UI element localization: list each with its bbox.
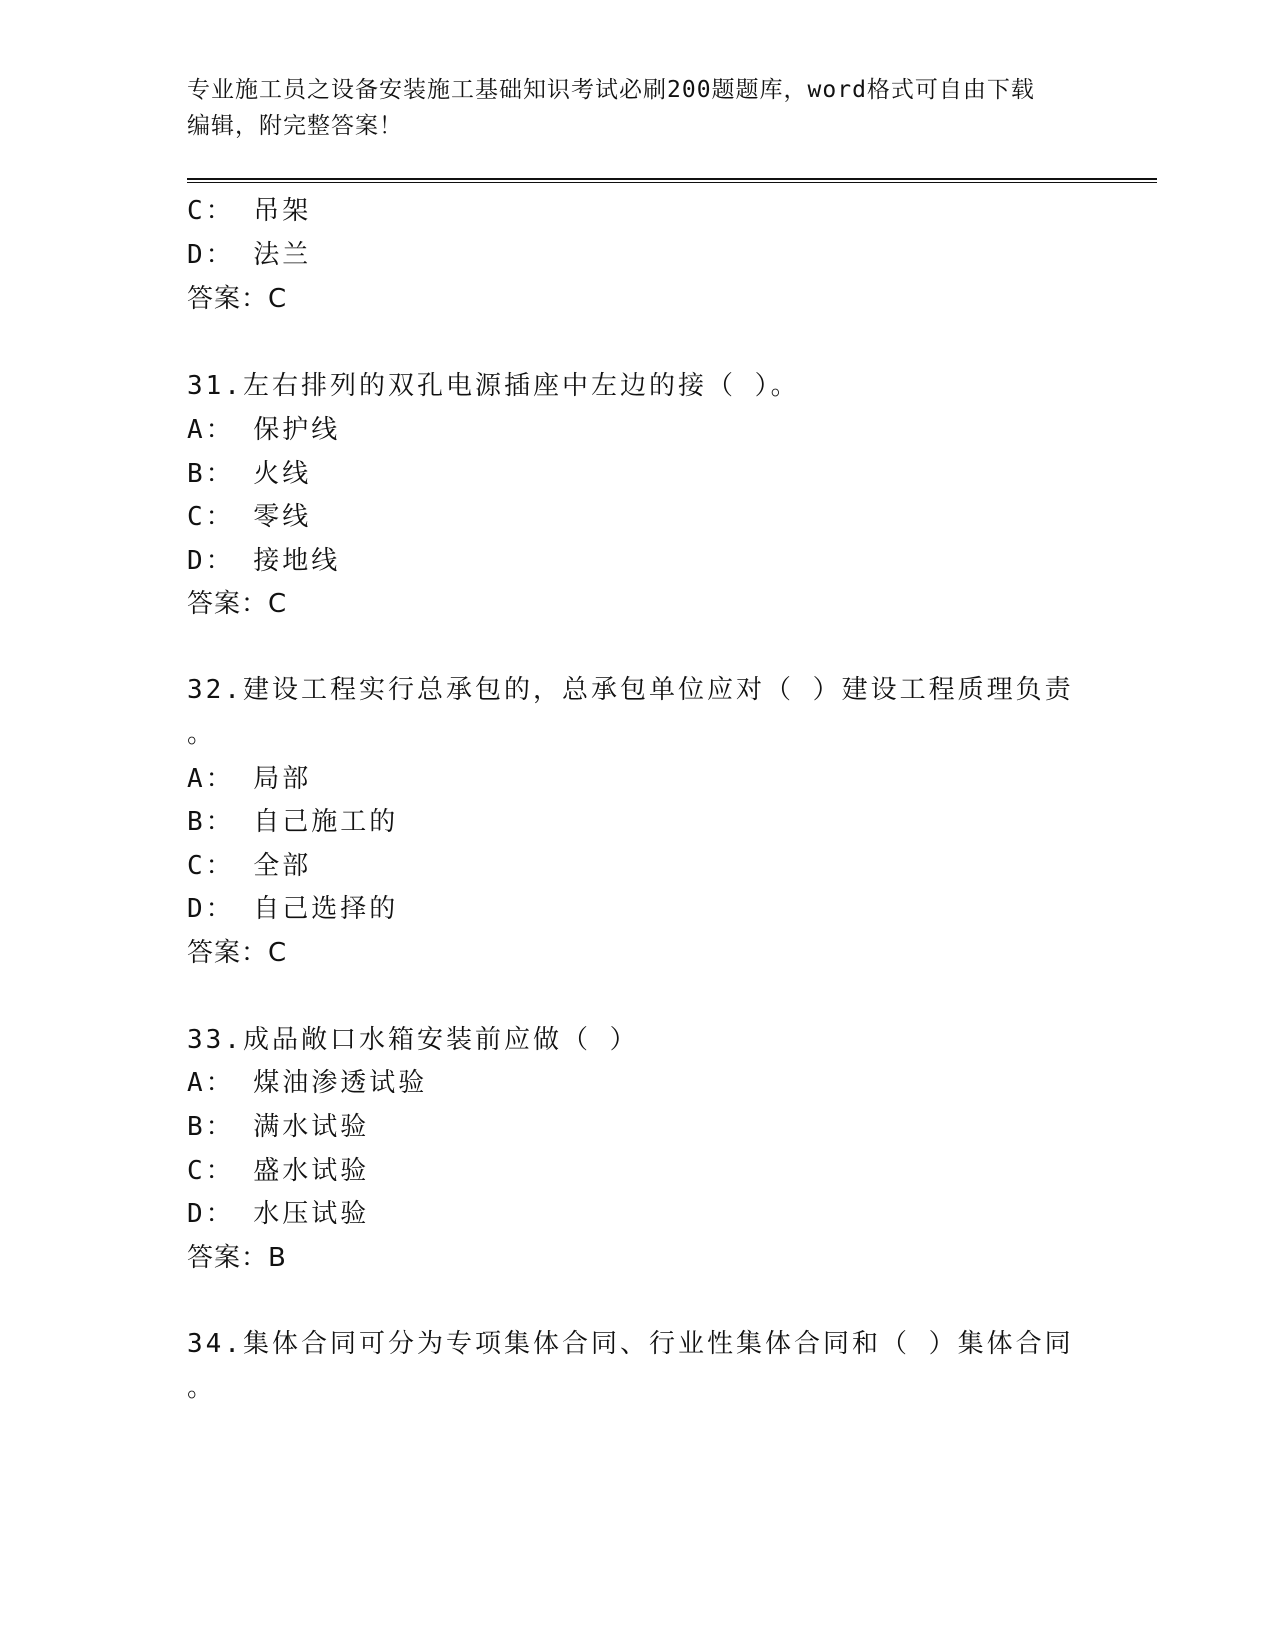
question-32-continuation: 。 <box>187 719 217 749</box>
question-32: 32.建设工程实行总承包的，总承包单位应对（ ）建设工程质理负责 <box>187 675 1074 705</box>
answer-q32: 答案：C <box>187 938 288 968</box>
option-d-q30: D： 法兰 <box>187 240 312 270</box>
option-c-q30: C： 吊架 <box>187 196 312 226</box>
question-33: 33.成品敞口水箱安装前应做（ ） <box>187 1025 639 1055</box>
option-a-q33: A： 煤油渗透试验 <box>187 1068 428 1098</box>
answer-q30: 答案：C <box>187 284 288 314</box>
option-d-q32: D： 自己选择的 <box>187 894 399 924</box>
option-b-q31: B： 火线 <box>187 459 312 489</box>
question-34: 34.集体合同可分为专项集体合同、行业性集体合同和（ ）集体合同 <box>187 1329 1074 1359</box>
option-a-q32: A： 局部 <box>187 764 312 794</box>
question-31: 31.左右排列的双孔电源插座中左边的接（ ）。 <box>187 371 800 401</box>
header-divider <box>187 178 1157 183</box>
option-c-q33: C： 盛水试验 <box>187 1156 370 1186</box>
option-c-q32: C： 全部 <box>187 851 312 881</box>
option-d-q31: D： 接地线 <box>187 546 341 576</box>
option-b-q32: B： 自己施工的 <box>187 807 399 837</box>
answer-q31: 答案：C <box>187 589 288 619</box>
header-title-line1: 专业施工员之设备安装施工基础知识考试必刷200题题库，word格式可自由下载 <box>187 77 1035 103</box>
option-c-q31: C： 零线 <box>187 502 312 532</box>
header-title-line2: 编辑，附完整答案！ <box>187 113 403 139</box>
option-d-q33: D： 水压试验 <box>187 1199 370 1229</box>
option-b-q33: B： 满水试验 <box>187 1112 370 1142</box>
option-a-q31: A： 保护线 <box>187 415 341 445</box>
answer-q33: 答案：B <box>187 1243 287 1273</box>
question-34-continuation: 。 <box>187 1373 217 1403</box>
document-header <box>187 72 1087 144</box>
